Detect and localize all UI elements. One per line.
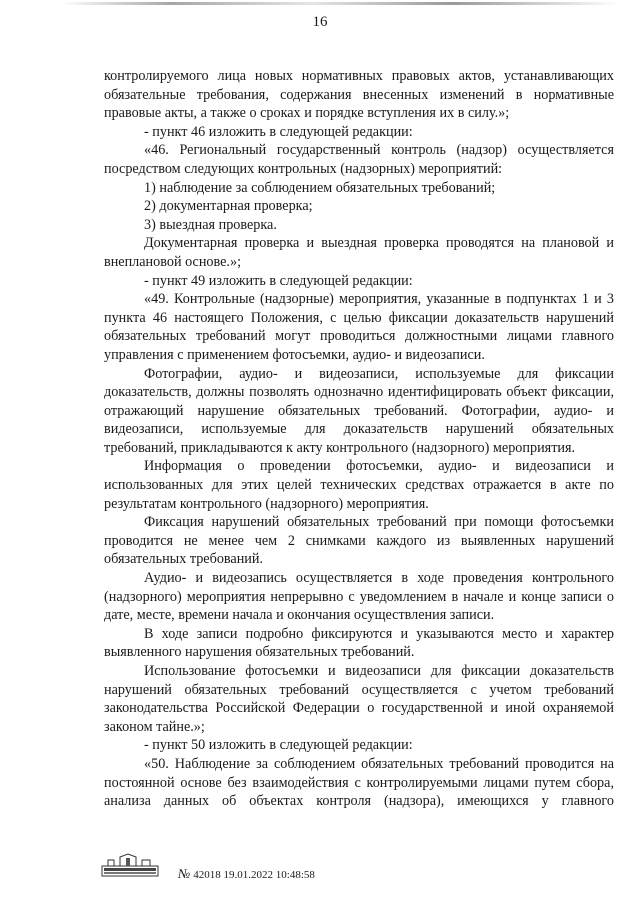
paragraph: контролируемого лица новых нормативных правовых актов, устанавливающих обязательные требования, содержания внесенных изменений в нормативные правовые акты, а также о сроках и порядке вступления их в силу.»; [104, 68, 614, 122]
page-number: 16 [312, 14, 328, 30]
paragraph: «50. Наблюдение за соблюдением обязательных требований проводится на постоянной основе без взаимодействия с контролируемыми лицами путем сбора, анализа данных об объектах контроля (надзора), имеющихся у главного [104, 755, 614, 810]
paragraph: В ходе записи подробно фиксируются и указываются место и характер выявленного нарушения обязательных требований. [104, 625, 614, 661]
registration-info: 42018 19.01.2022 10:48:58 [193, 869, 315, 881]
paragraph: 3) выездная проверка. [144, 216, 277, 233]
paragraph: - пункт 46 изложить в следующей редакции: [144, 123, 413, 140]
paragraph: Фотографии, аудио- и видеозаписи, используемые для фиксации доказательств, должны позволять однозначно идентифицировать объект фиксации, отражающий нарушение обязательных требований. Фотографии, аудио- и видеозаписи, используемые для доказательств нарушений обязательных требований, прикладываются к акту контрольного (надзорного) мероприятия. [104, 365, 614, 456]
footer [100, 852, 160, 878]
registry-stamp-icon [100, 852, 160, 878]
paragraph: Аудио- и видеозапись осуществляется в ходе проведения контрольного (надзорного) мероприятия непрерывно с уведомлением в начале и конце записи о дате, месте, времени начала и окончания осуществления записи. [104, 570, 614, 624]
paragraph: 2) документарная проверка; [144, 198, 313, 215]
paragraph: Использование фотосъемки и видеозаписи для фиксации доказательств нарушений обязательных требований осуществляется с учетом требований законодательства Российской Федерации о государственной и иной охраняемой законом тайне.»; [104, 663, 614, 735]
paragraph: - пункт 49 изложить в следующей редакции: [144, 272, 413, 289]
scan-artifact [60, 2, 620, 5]
registration-stamp [178, 866, 315, 882]
paragraph: Документарная проверка и выездная проверка проводятся на плановой и внеплановой основе.»; [104, 235, 614, 270]
paragraph: 1) наблюдение за соблюдением обязательных требований; [144, 179, 496, 196]
number-sign: № [178, 866, 191, 881]
paragraph: «46. Региональный государственный контроль (надзор) осуществляется посредством следующих контрольных (надзорных) мероприятий: [104, 142, 614, 177]
paragraph: - пункт 50 изложить в следующей редакции: [144, 737, 413, 754]
paragraph: Фиксация нарушений обязательных требований при помощи фотосъемки проводится не менее чем 2 снимками каждого из выявленных нарушений обязательных требований. [104, 514, 614, 568]
paragraph: Информация о проведении фотосъемки, аудио- и видеозаписи и использованных для этих целей технических средствах отражается в акте по результатам контрольного (надзорного) мероприятия. [104, 458, 614, 512]
document-body [104, 67, 614, 811]
paragraph: «49. Контрольные (надзорные) мероприятия, указанные в подпунктах 1 и 3 пункта 46 настоящего Положения, с целью фиксации доказательств нарушений обязательных требований могут проводиться должностными лицами главного управления с применением фотосъемки, аудио- и видеозаписи. [104, 291, 614, 363]
